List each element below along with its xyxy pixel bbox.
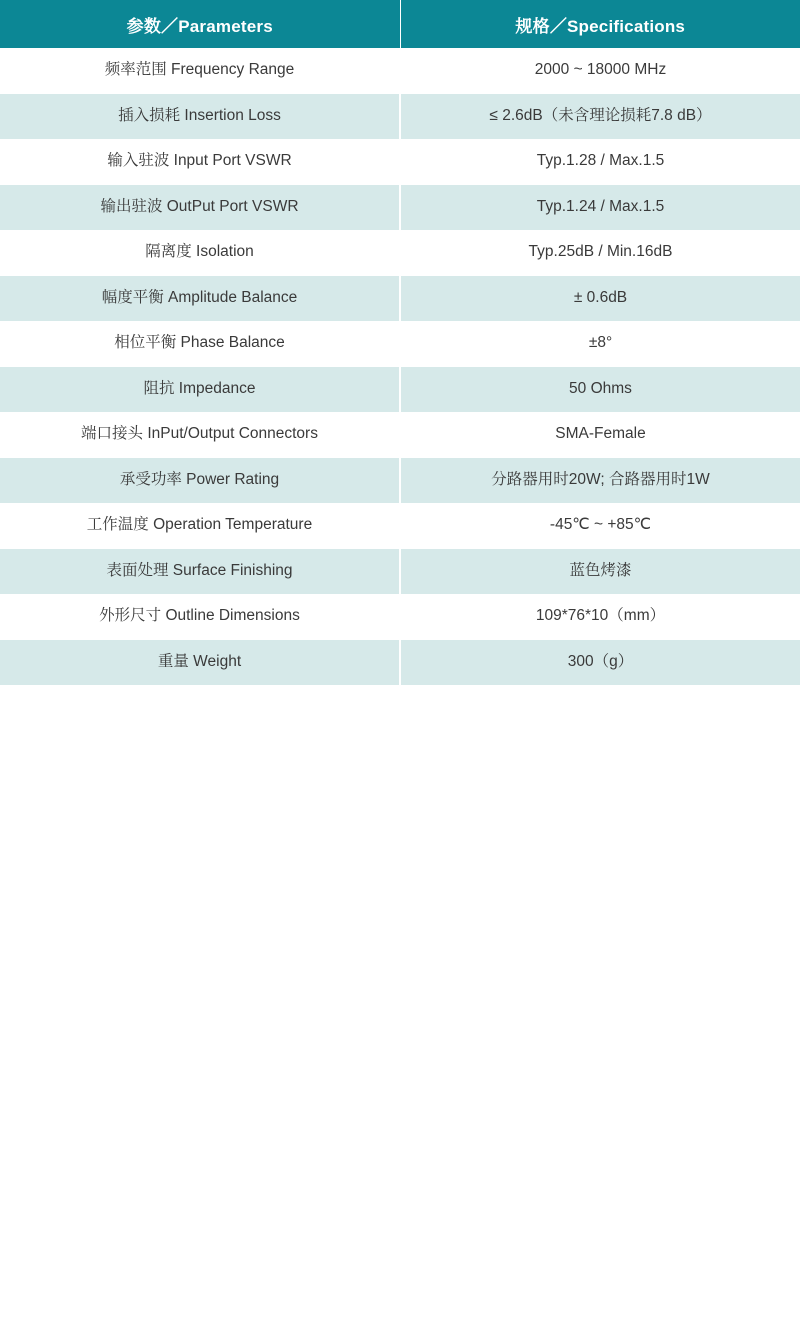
column-header-specifications: 规格／Specifications [400, 0, 800, 48]
specification-cell: 2000 ~ 18000 MHz [400, 48, 800, 94]
specification-cell: 分路器用时20W; 合路器用时1W [400, 458, 800, 504]
table-row [0, 594, 800, 640]
parameter-cell: 隔离度 Isolation [0, 230, 400, 276]
parameter-cell: 端口接头 InPut/Output Connectors [0, 412, 400, 458]
specification-cell: 50 Ohms [400, 367, 800, 413]
parameter-cell: 表面处理 Surface Finishing [0, 549, 400, 595]
table-row [0, 549, 800, 595]
table-row [0, 139, 800, 185]
parameter-cell: 重量 Weight [0, 640, 400, 686]
table-row [0, 94, 800, 140]
table-row [0, 276, 800, 322]
specification-cell: 300（g） [400, 640, 800, 686]
parameter-cell: 频率范围 Frequency Range [0, 48, 400, 94]
column-header-parameters: 参数／Parameters [0, 0, 400, 48]
specification-cell: Typ.1.28 / Max.1.5 [400, 139, 800, 185]
table-header [0, 0, 800, 48]
table-row [0, 321, 800, 367]
table-row [0, 48, 800, 94]
specification-cell: -45℃ ~ +85℃ [400, 503, 800, 549]
parameter-cell: 幅度平衡 Amplitude Balance [0, 276, 400, 322]
table-row [0, 185, 800, 231]
specification-cell: 蓝色烤漆 [400, 549, 800, 595]
parameter-cell: 工作温度 Operation Temperature [0, 503, 400, 549]
specification-cell: SMA-Female [400, 412, 800, 458]
table-row [0, 458, 800, 504]
specification-cell: ±8° [400, 321, 800, 367]
table-header-row [0, 0, 800, 48]
table-row [0, 367, 800, 413]
parameter-cell: 插入损耗 Insertion Loss [0, 94, 400, 140]
table-row [0, 230, 800, 276]
parameter-cell: 输入驻波 Input Port VSWR [0, 139, 400, 185]
specification-cell: 109*76*10（mm） [400, 594, 800, 640]
parameter-cell: 相位平衡 Phase Balance [0, 321, 400, 367]
table-row [0, 640, 800, 686]
specification-cell: Typ.1.24 / Max.1.5 [400, 185, 800, 231]
table-row [0, 412, 800, 458]
table-body [0, 48, 800, 685]
specification-cell: ± 0.6dB [400, 276, 800, 322]
parameter-cell: 承受功率 Power Rating [0, 458, 400, 504]
specification-cell: ≤ 2.6dB（未含理论损耗7.8 dB） [400, 94, 800, 140]
parameter-cell: 外形尺寸 Outline Dimensions [0, 594, 400, 640]
parameter-cell: 阻抗 Impedance [0, 367, 400, 413]
specification-cell: Typ.25dB / Min.16dB [400, 230, 800, 276]
table-row [0, 503, 800, 549]
parameter-cell: 输出驻波 OutPut Port VSWR [0, 185, 400, 231]
